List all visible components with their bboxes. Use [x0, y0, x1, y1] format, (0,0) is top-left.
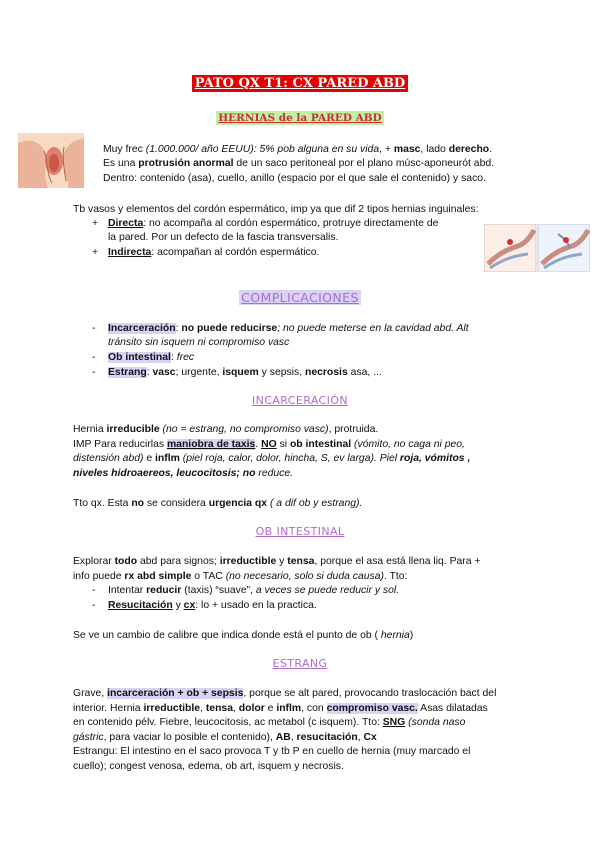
intro-line-2: Es una protrusión anormal de un saco peritoneal por el plano músc-aponeurót abd.	[103, 158, 495, 169]
estrang-line-3: en contenido pélv. Fiebre, leucocitosis, ac metabol (c isquem). Tto: SNG (sonda naso	[73, 717, 466, 728]
dash-marker: -	[92, 352, 96, 363]
subtitle-block	[0, 111, 600, 125]
dash-marker: -	[92, 323, 96, 334]
comp-incarceracion: Incarceración: no puede reducirse; no puede meterse en la cavidad abd. Alt	[108, 323, 469, 334]
comp-estrang: Estrang: vasc; urgente, isquem y sepsis, necrosis asa, ...	[108, 367, 382, 378]
ob-bullet-reducir: Intentar reducir (taxis) “suave”, a veces se puede reducir y sol.	[108, 585, 400, 596]
heading-ob-intestinal: OB INTESTINAL	[255, 525, 345, 538]
abdomen-illustration	[18, 133, 84, 188]
dash-marker: -	[92, 367, 96, 378]
estrang-line-6: cuello); congest venosa, edema, ob art, isquem y necrosis.	[73, 761, 344, 772]
heading-complicaciones: COMPLICACIONES	[241, 290, 359, 305]
incar-line-3: distensión abd) e inflm (piel roja, calor, dolor, hincha, S, ev larga). Piel roja, vómitos ,	[73, 453, 471, 464]
ob-bullet-resucitacion: Resucitación y cx: lo + usado en la practica.	[108, 600, 317, 611]
page-title: PATO QX T1: CX PARED ABD	[192, 75, 408, 92]
bullet-directa: Directa: no acompaña al cordón espermático, protruye directamente de	[108, 218, 439, 229]
bullet-indirecta-marker: +	[92, 247, 99, 258]
bullet-indirecta: Indirecta: acompañan al cordón espermático.	[108, 247, 320, 258]
hernia-diagrams-illustration	[484, 224, 590, 272]
page-subtitle: HERNIAS de la PARED ABD	[218, 112, 382, 124]
incar-line-2: IMP Para reducirlas maniobra de taxis. NO si ob intestinal (vómito, no caga ni peo,	[73, 439, 465, 450]
incar-line-4: niveles hidroaereos, leucocitosis; no reduce.	[73, 468, 294, 479]
estrang-line-5: Estrangu: El intestino en el saco provoca T y tb P en cuello de hernia (muy marcado el	[73, 746, 471, 757]
bullet-directa-cont: la pared. Por un defecto de la fascia transversalis.	[108, 232, 339, 243]
incar-line-5: Tto qx. Esta no se considera urgencia qx ( a dif ob y estrang).	[73, 498, 363, 509]
estrang-line-2: interior. Hernia irreductible, tensa, dolor e inflm, con compromiso vasc. Asas dilatadas	[73, 703, 488, 714]
dash-marker: -	[92, 600, 96, 611]
heading-incarceracion: INCARCERACIÓN	[252, 394, 348, 407]
ob-line-2: info puede rx abd simple o TAC (no necesario, solo si duda causa). Tto:	[73, 571, 408, 582]
comp-ob-intestinal: Ob intestinal: frec	[108, 352, 195, 363]
ob-line-3: Se ve un cambio de calibre que indica donde está el punto de ob ( hernia)	[73, 630, 414, 641]
estrang-line-1: Grave, incarceración + ob + sepsis, porque se alt pared, provocando traslocación bact del	[73, 688, 497, 699]
heading-estrang: ESTRANG	[272, 657, 328, 670]
bullet-directa-marker: +	[92, 218, 99, 229]
intro-line-1: Muy frec (1.000.000/ año EEUU): 5% pob alguna en su vida, + masc, lado derecho.	[103, 144, 493, 155]
dash-marker: -	[92, 585, 96, 596]
estrang-line-4: gástric, para vaciar lo posible el contenido), AB, resucitación, Cx	[73, 732, 377, 743]
intro-line-3: Dentro: contenido (asa), cuello, anillo (espacio por el que sale el contenido) y saco.	[103, 173, 486, 184]
comp-incarceracion-cont: tránsito sin isquem ni compromiso vasc	[108, 337, 290, 348]
title-block	[0, 75, 600, 92]
types-lead: Tb vasos y elementos del cordón espermático, imp ya que dif 2 tipos hernias inguinales:	[73, 204, 479, 215]
ob-line-1: Explorar todo abd para signos; irreductible y tensa, porque el asa está llena liq. Para +	[73, 556, 481, 567]
incar-line-1: Hernia irreducible (no = estrang, no compromiso vasc), protruida.	[73, 424, 379, 435]
